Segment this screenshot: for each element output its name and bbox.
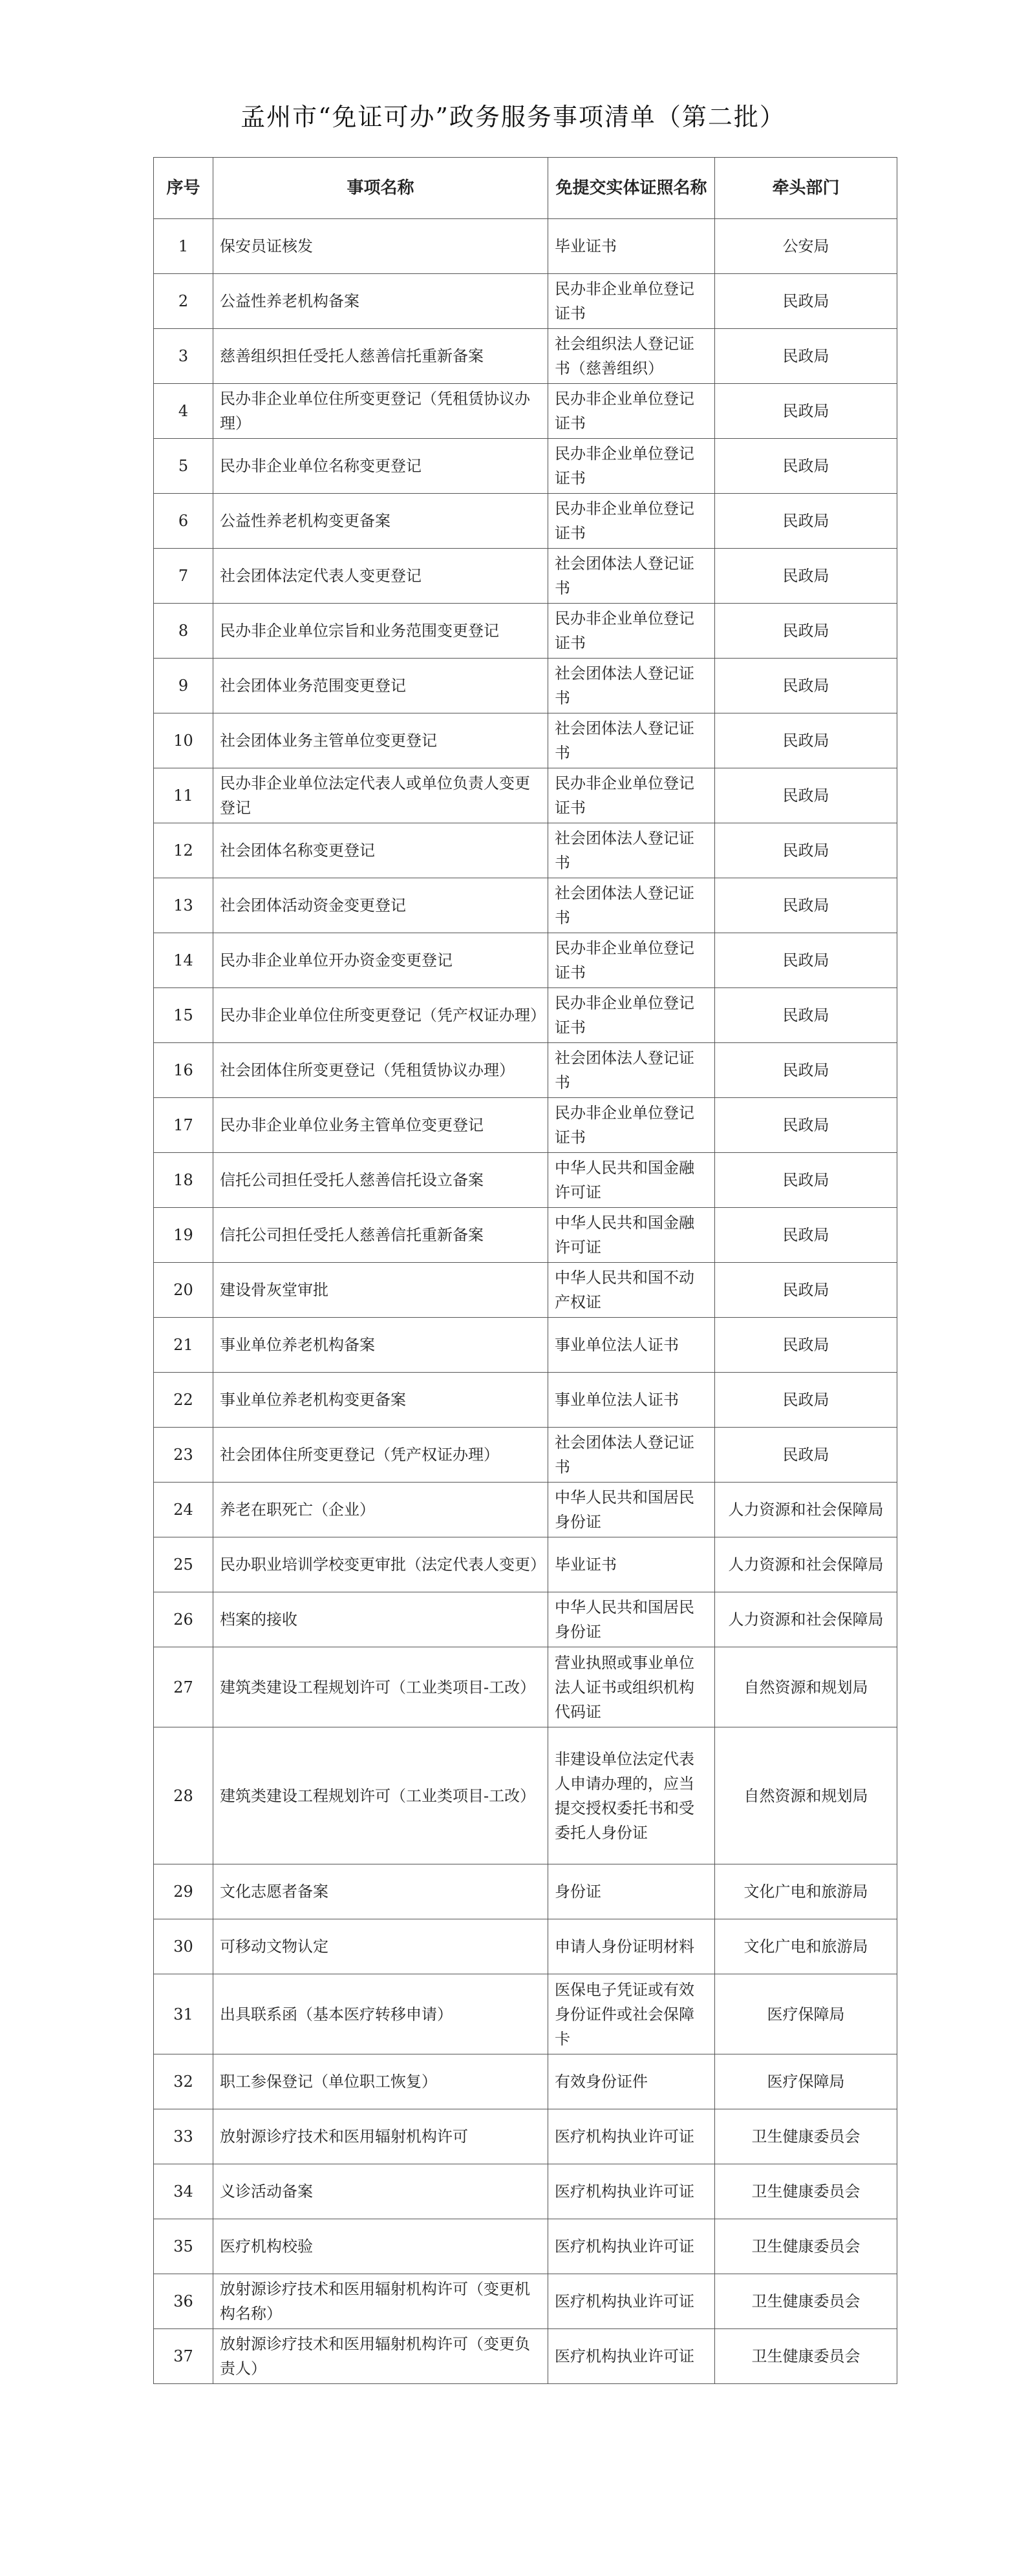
row-index: 5: [154, 439, 213, 494]
exempt-certificate: 民办非企业单位登记证书: [548, 768, 715, 823]
table-row: [154, 988, 897, 1043]
lead-department: 人力资源和社会保障局: [715, 1483, 897, 1537]
row-index: 9: [154, 659, 213, 713]
row-index: 20: [154, 1263, 213, 1318]
table-row: [154, 1864, 897, 1919]
row-index: 36: [154, 2274, 213, 2329]
table-header-row: [154, 158, 897, 219]
item-name: 慈善组织担任受托人慈善信托重新备案: [213, 329, 548, 384]
table-row: [154, 2054, 897, 2109]
row-index: 27: [154, 1647, 213, 1727]
table-row: [154, 2164, 897, 2219]
item-name: 医疗机构校验: [213, 2219, 548, 2274]
table-row: [154, 1043, 897, 1098]
row-index: 24: [154, 1483, 213, 1537]
exempt-certificate: 有效身份证件: [548, 2054, 715, 2109]
lead-department: 自然资源和规划局: [715, 1727, 897, 1864]
lead-department: 民政局: [715, 604, 897, 659]
table-body: [154, 219, 897, 2384]
exempt-certificate: 民办非企业单位登记证书: [548, 384, 715, 439]
table-row: [154, 659, 897, 713]
table-row: [154, 1208, 897, 1263]
exempt-certificate: 事业单位法人证书: [548, 1318, 715, 1373]
lead-department: 医疗保障局: [715, 1974, 897, 2054]
row-index: 14: [154, 933, 213, 988]
table-row: [154, 274, 897, 329]
lead-department: 民政局: [715, 768, 897, 823]
exempt-certificate: 民办非企业单位登记证书: [548, 1098, 715, 1153]
lead-department: 民政局: [715, 1373, 897, 1428]
header-exempt-certificate: 免提交实体证照名称: [548, 158, 715, 219]
item-name: 社会团体名称变更登记: [213, 823, 548, 878]
item-name: 建设骨灰堂审批: [213, 1263, 548, 1318]
item-name: 社会团体法定代表人变更登记: [213, 549, 548, 604]
page-title: 孟州市“免证可办”政务服务事项清单（第二批）: [240, 103, 786, 131]
table-row: [154, 1098, 897, 1153]
row-index: 18: [154, 1153, 213, 1208]
item-name: 社会团体住所变更登记（凭租赁协议办理）: [213, 1043, 548, 1098]
lead-department: 民政局: [715, 1043, 897, 1098]
table-row: [154, 2109, 897, 2164]
row-index: 2: [154, 274, 213, 329]
table-row: [154, 1537, 897, 1592]
exempt-certificate: 民办非企业单位登记证书: [548, 604, 715, 659]
table-row: [154, 933, 897, 988]
lead-department: 民政局: [715, 549, 897, 604]
exempt-certificate: 申请人身份证明材料: [548, 1919, 715, 1974]
lead-department: 卫生健康委员会: [715, 2274, 897, 2329]
table-row: [154, 768, 897, 823]
table-row: [154, 549, 897, 604]
lead-department: 民政局: [715, 988, 897, 1043]
exempt-certificate: 民办非企业单位登记证书: [548, 274, 715, 329]
item-name: 出具联系函（基本医疗转移申请）: [213, 1974, 548, 2054]
row-index: 11: [154, 768, 213, 823]
item-name: 民办非企业单位法定代表人或单位负责人变更登记: [213, 768, 548, 823]
item-name: 民办非企业单位名称变更登记: [213, 439, 548, 494]
lead-department: 卫生健康委员会: [715, 2164, 897, 2219]
row-index: 34: [154, 2164, 213, 2219]
table-row: [154, 1373, 897, 1428]
item-name: 放射源诊疗技术和医用辐射机构许可（变更机构名称）: [213, 2274, 548, 2329]
table-row: [154, 384, 897, 439]
lead-department: 民政局: [715, 713, 897, 768]
item-name: 信托公司担任受托人慈善信托设立备案: [213, 1153, 548, 1208]
exempt-certificate: 社会团体法人登记证书: [548, 549, 715, 604]
items-table: [153, 157, 897, 2384]
item-name: 建筑类建设工程规划许可（工业类项目-工改）: [213, 1727, 548, 1864]
row-index: 25: [154, 1537, 213, 1592]
item-name: 社会团体住所变更登记（凭产权证办理）: [213, 1428, 548, 1483]
lead-department: 民政局: [715, 659, 897, 713]
item-name: 事业单位养老机构备案: [213, 1318, 548, 1373]
table-row: [154, 1919, 897, 1974]
row-index: 13: [154, 878, 213, 933]
lead-department: 人力资源和社会保障局: [715, 1537, 897, 1592]
item-name: 社会团体业务主管单位变更登记: [213, 713, 548, 768]
row-index: 22: [154, 1373, 213, 1428]
lead-department: 民政局: [715, 1153, 897, 1208]
item-name: 文化志愿者备案: [213, 1864, 548, 1919]
item-name: 放射源诊疗技术和医用辐射机构许可（变更负责人）: [213, 2329, 548, 2384]
lead-department: 文化广电和旅游局: [715, 1864, 897, 1919]
row-index: 12: [154, 823, 213, 878]
exempt-certificate: 身份证: [548, 1864, 715, 1919]
row-index: 1: [154, 219, 213, 274]
lead-department: 民政局: [715, 274, 897, 329]
item-name: 放射源诊疗技术和医用辐射机构许可: [213, 2109, 548, 2164]
table-row: [154, 1428, 897, 1483]
table-row: [154, 439, 897, 494]
lead-department: 民政局: [715, 439, 897, 494]
exempt-certificate: 民办非企业单位登记证书: [548, 494, 715, 549]
row-index: 32: [154, 2054, 213, 2109]
exempt-certificate: 医疗机构执业许可证: [548, 2109, 715, 2164]
exempt-certificate: 社会组织法人登记证书（慈善组织）: [548, 329, 715, 384]
row-index: 8: [154, 604, 213, 659]
row-index: 15: [154, 988, 213, 1043]
exempt-certificate: 民办非企业单位登记证书: [548, 439, 715, 494]
lead-department: 民政局: [715, 823, 897, 878]
item-name: 民办职业培训学校变更审批（法定代表人变更）: [213, 1537, 548, 1592]
row-index: 19: [154, 1208, 213, 1263]
exempt-certificate: 医疗机构执业许可证: [548, 2274, 715, 2329]
row-index: 23: [154, 1428, 213, 1483]
exempt-certificate: 医疗机构执业许可证: [548, 2219, 715, 2274]
lead-department: 民政局: [715, 1208, 897, 1263]
row-index: 6: [154, 494, 213, 549]
table-row: [154, 1483, 897, 1537]
lead-department: 人力资源和社会保障局: [715, 1592, 897, 1647]
exempt-certificate: 非建设单位法定代表人申请办理的，应当提交授权委托书和受委托人身份证: [548, 1727, 715, 1864]
table-row: [154, 1974, 897, 2054]
item-name: 义诊活动备案: [213, 2164, 548, 2219]
exempt-certificate: 毕业证书: [548, 219, 715, 274]
table-row: [154, 1592, 897, 1647]
header-item-name: 事项名称: [213, 158, 548, 219]
lead-department: 民政局: [715, 1098, 897, 1153]
table-row: [154, 329, 897, 384]
table-row: [154, 2274, 897, 2329]
exempt-certificate: 社会团体法人登记证书: [548, 878, 715, 933]
lead-department: 民政局: [715, 1318, 897, 1373]
table-row: [154, 1727, 897, 1864]
header-lead-department: 牵头部门: [715, 158, 897, 219]
lead-department: 民政局: [715, 1263, 897, 1318]
exempt-certificate: 中华人民共和国金融许可证: [548, 1208, 715, 1263]
lead-department: 卫生健康委员会: [715, 2109, 897, 2164]
lead-department: 民政局: [715, 329, 897, 384]
exempt-certificate: 医疗机构执业许可证: [548, 2329, 715, 2384]
item-name: 公益性养老机构变更备案: [213, 494, 548, 549]
row-index: 29: [154, 1864, 213, 1919]
lead-department: 医疗保障局: [715, 2054, 897, 2109]
table-row: [154, 878, 897, 933]
table-row: [154, 219, 897, 274]
exempt-certificate: 中华人民共和国居民身份证: [548, 1483, 715, 1537]
table-row: [154, 494, 897, 549]
exempt-certificate: 社会团体法人登记证书: [548, 713, 715, 768]
item-name: 社会团体业务范围变更登记: [213, 659, 548, 713]
table-row: [154, 2329, 897, 2384]
row-index: 10: [154, 713, 213, 768]
exempt-certificate: 民办非企业单位登记证书: [548, 933, 715, 988]
item-name: 民办非企业单位业务主管单位变更登记: [213, 1098, 548, 1153]
item-name: 社会团体活动资金变更登记: [213, 878, 548, 933]
exempt-certificate: 中华人民共和国金融许可证: [548, 1153, 715, 1208]
row-index: 31: [154, 1974, 213, 2054]
exempt-certificate: 社会团体法人登记证书: [548, 1043, 715, 1098]
lead-department: 民政局: [715, 1428, 897, 1483]
lead-department: 卫生健康委员会: [715, 2219, 897, 2274]
item-name: 建筑类建设工程规划许可（工业类项目-工改）: [213, 1647, 548, 1727]
lead-department: 民政局: [715, 878, 897, 933]
table-row: [154, 604, 897, 659]
exempt-certificate: 民办非企业单位登记证书: [548, 988, 715, 1043]
exempt-certificate: 事业单位法人证书: [548, 1373, 715, 1428]
item-name: 信托公司担任受托人慈善信托重新备案: [213, 1208, 548, 1263]
table-row: [154, 1318, 897, 1373]
row-index: 3: [154, 329, 213, 384]
row-index: 33: [154, 2109, 213, 2164]
item-name: 职工参保登记（单位职工恢复）: [213, 2054, 548, 2109]
exempt-certificate: 毕业证书: [548, 1537, 715, 1592]
item-name: 民办非企业单位住所变更登记（凭租赁协议办理）: [213, 384, 548, 439]
item-name: 养老在职死亡（企业）: [213, 1483, 548, 1537]
row-index: 21: [154, 1318, 213, 1373]
exempt-certificate: 医保电子凭证或有效身份证件或社会保障卡: [548, 1974, 715, 2054]
table-row: [154, 713, 897, 768]
table-row: [154, 823, 897, 878]
table-row: [154, 2219, 897, 2274]
exempt-certificate: 社会团体法人登记证书: [548, 659, 715, 713]
item-name: 保安员证核发: [213, 219, 548, 274]
item-name: 民办非企业单位开办资金变更登记: [213, 933, 548, 988]
table-row: [154, 1647, 897, 1727]
row-index: 26: [154, 1592, 213, 1647]
header-index: 序号: [154, 158, 213, 219]
row-index: 28: [154, 1727, 213, 1864]
lead-department: 公安局: [715, 219, 897, 274]
item-name: 民办非企业单位住所变更登记（凭产权证办理）: [213, 988, 548, 1043]
item-name: 民办非企业单位宗旨和业务范围变更登记: [213, 604, 548, 659]
item-name: 可移动文物认定: [213, 1919, 548, 1974]
row-index: 37: [154, 2329, 213, 2384]
row-index: 7: [154, 549, 213, 604]
exempt-certificate: 医疗机构执业许可证: [548, 2164, 715, 2219]
exempt-certificate: 中华人民共和国不动产权证: [548, 1263, 715, 1318]
exempt-certificate: 中华人民共和国居民身份证: [548, 1592, 715, 1647]
row-index: 16: [154, 1043, 213, 1098]
lead-department: 卫生健康委员会: [715, 2329, 897, 2384]
table-row: [154, 1263, 897, 1318]
row-index: 4: [154, 384, 213, 439]
lead-department: 民政局: [715, 384, 897, 439]
exempt-certificate: 营业执照或事业单位法人证书或组织机构代码证: [548, 1647, 715, 1727]
row-index: 30: [154, 1919, 213, 1974]
exempt-certificate: 社会团体法人登记证书: [548, 1428, 715, 1483]
lead-department: 民政局: [715, 933, 897, 988]
item-name: 公益性养老机构备案: [213, 274, 548, 329]
item-name: 档案的接收: [213, 1592, 548, 1647]
row-index: 17: [154, 1098, 213, 1153]
lead-department: 自然资源和规划局: [715, 1647, 897, 1727]
item-name: 事业单位养老机构变更备案: [213, 1373, 548, 1428]
lead-department: 民政局: [715, 494, 897, 549]
table-row: [154, 1153, 897, 1208]
exempt-certificate: 社会团体法人登记证书: [548, 823, 715, 878]
lead-department: 文化广电和旅游局: [715, 1919, 897, 1974]
row-index: 35: [154, 2219, 213, 2274]
